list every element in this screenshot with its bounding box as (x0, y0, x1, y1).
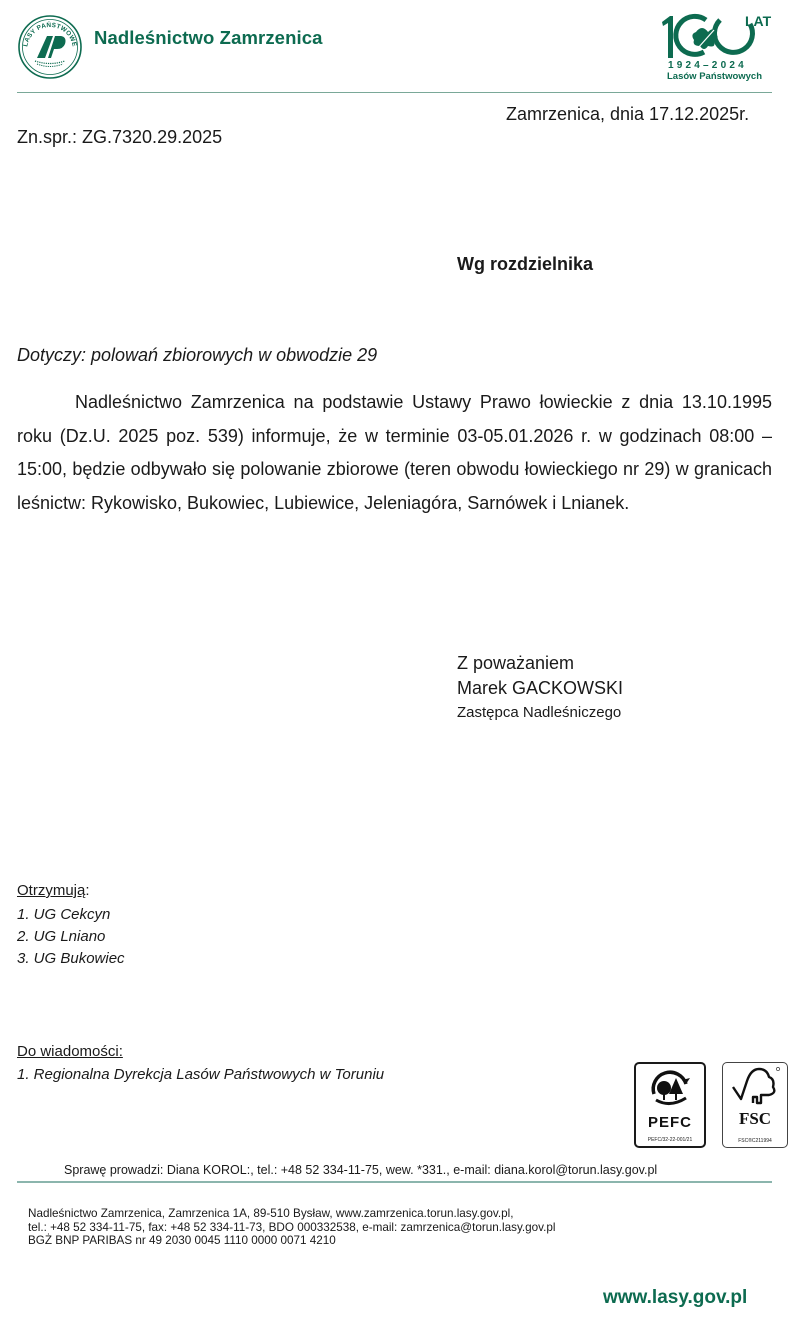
recipients-section (17, 882, 125, 970)
list-item: 2. UG Lniano (17, 928, 106, 945)
header-divider (17, 92, 772, 93)
website-link[interactable]: www.lasy.gov.pl (603, 1287, 748, 1308)
bank-line: BGŻ BNP PARIBAS nr 49 2030 0045 1110 0000 0071 4210 (28, 1234, 336, 1247)
lasy-panstwowe-logo-icon (17, 14, 83, 80)
svg-text:Lasów Państwowych: Lasów Państwowych (667, 71, 763, 82)
contact-line: tel.: +48 52 334-11-75, fax: +48 52 334-11-73, BDO 000332538, e-mail: zamrzenica@torun.lasy.gov.pl (28, 1220, 556, 1234)
fsc-logo-icon: FSC FSC®C211994 (722, 1062, 788, 1148)
for-information-heading: Do wiadomości: (17, 1043, 123, 1060)
footer-divider (17, 1181, 772, 1183)
recipient-line: Wg rozdzielnika (457, 254, 594, 274)
list-item: 1. Regionalna Dyrekcja Lasów Państwowych w Toruniu (17, 1066, 385, 1083)
recipients-heading: Otrzymują: (17, 882, 90, 899)
svg-text:1924–2024: 1924–2024 (668, 60, 747, 71)
for-information-section (17, 1043, 384, 1086)
for-information-items (17, 1064, 384, 1086)
organization-name: Nadleśnictwo Zamrzenica (94, 27, 323, 48)
footer-address (28, 1207, 556, 1248)
signature-greeting: Z poważaniem (457, 653, 575, 673)
svg-text:LAT: LAT (745, 13, 772, 29)
svg-text:LASY PAŃSTWOWE: LASY PAŃSTWOWE (22, 21, 78, 48)
recipients-items (17, 904, 125, 970)
subject-line: Dotyczy: polowań zbiorowych w obwodzie 29 (17, 345, 378, 365)
signatory-role: Zastępca Nadleśniczego (457, 704, 622, 721)
reference-number: Zn.spr.: ZG.7320.29.2025 (17, 127, 223, 147)
address-line: Nadleśnictwo Zamrzenica, Zamrzenica 1A, 89-510 Bysław, www.zamrzenica.torun.lasy.gov.pl, (28, 1207, 514, 1220)
signatory-name: Marek GACKOWSKI (457, 678, 624, 698)
pefc-logo-icon: PEFC PEFC/32-22-001/21 (634, 1062, 706, 1148)
signature-block (457, 651, 623, 725)
letter-body: Nadleśnictwo Zamrzenica na podstawie Ustawy Prawo łowieckie z dnia 13.10.1995 roku (Dz.U. 2025 poz. 539) informuje, że w terminie 03-05.01.2026 r. w godzinach 08:00 – 15:00, będzie odbywało się polowanie zbiorowe (teren obwodu łowieckiego nr 29) w granicach leśnictw: Rykowisko, Bukowiec, Lubiewice, Jeleniagóra, Sarnówek i Lnianek. (17, 392, 772, 513)
place-date: Zamrzenica, dnia 17.12.2025r. (506, 104, 750, 124)
list-item: 1. UG Cekcyn (17, 906, 111, 923)
case-handler-info: Sprawę prowadzi: Diana KOROL:, tel.: +48 52 334-11-75, wew. *331., e-mail: diana.korol@torun.lasy.gov.pl (64, 1163, 658, 1177)
100-lat-lasow-panstwowych-logo-icon (660, 12, 780, 82)
list-item: 3. UG Bukowiec (17, 950, 125, 967)
